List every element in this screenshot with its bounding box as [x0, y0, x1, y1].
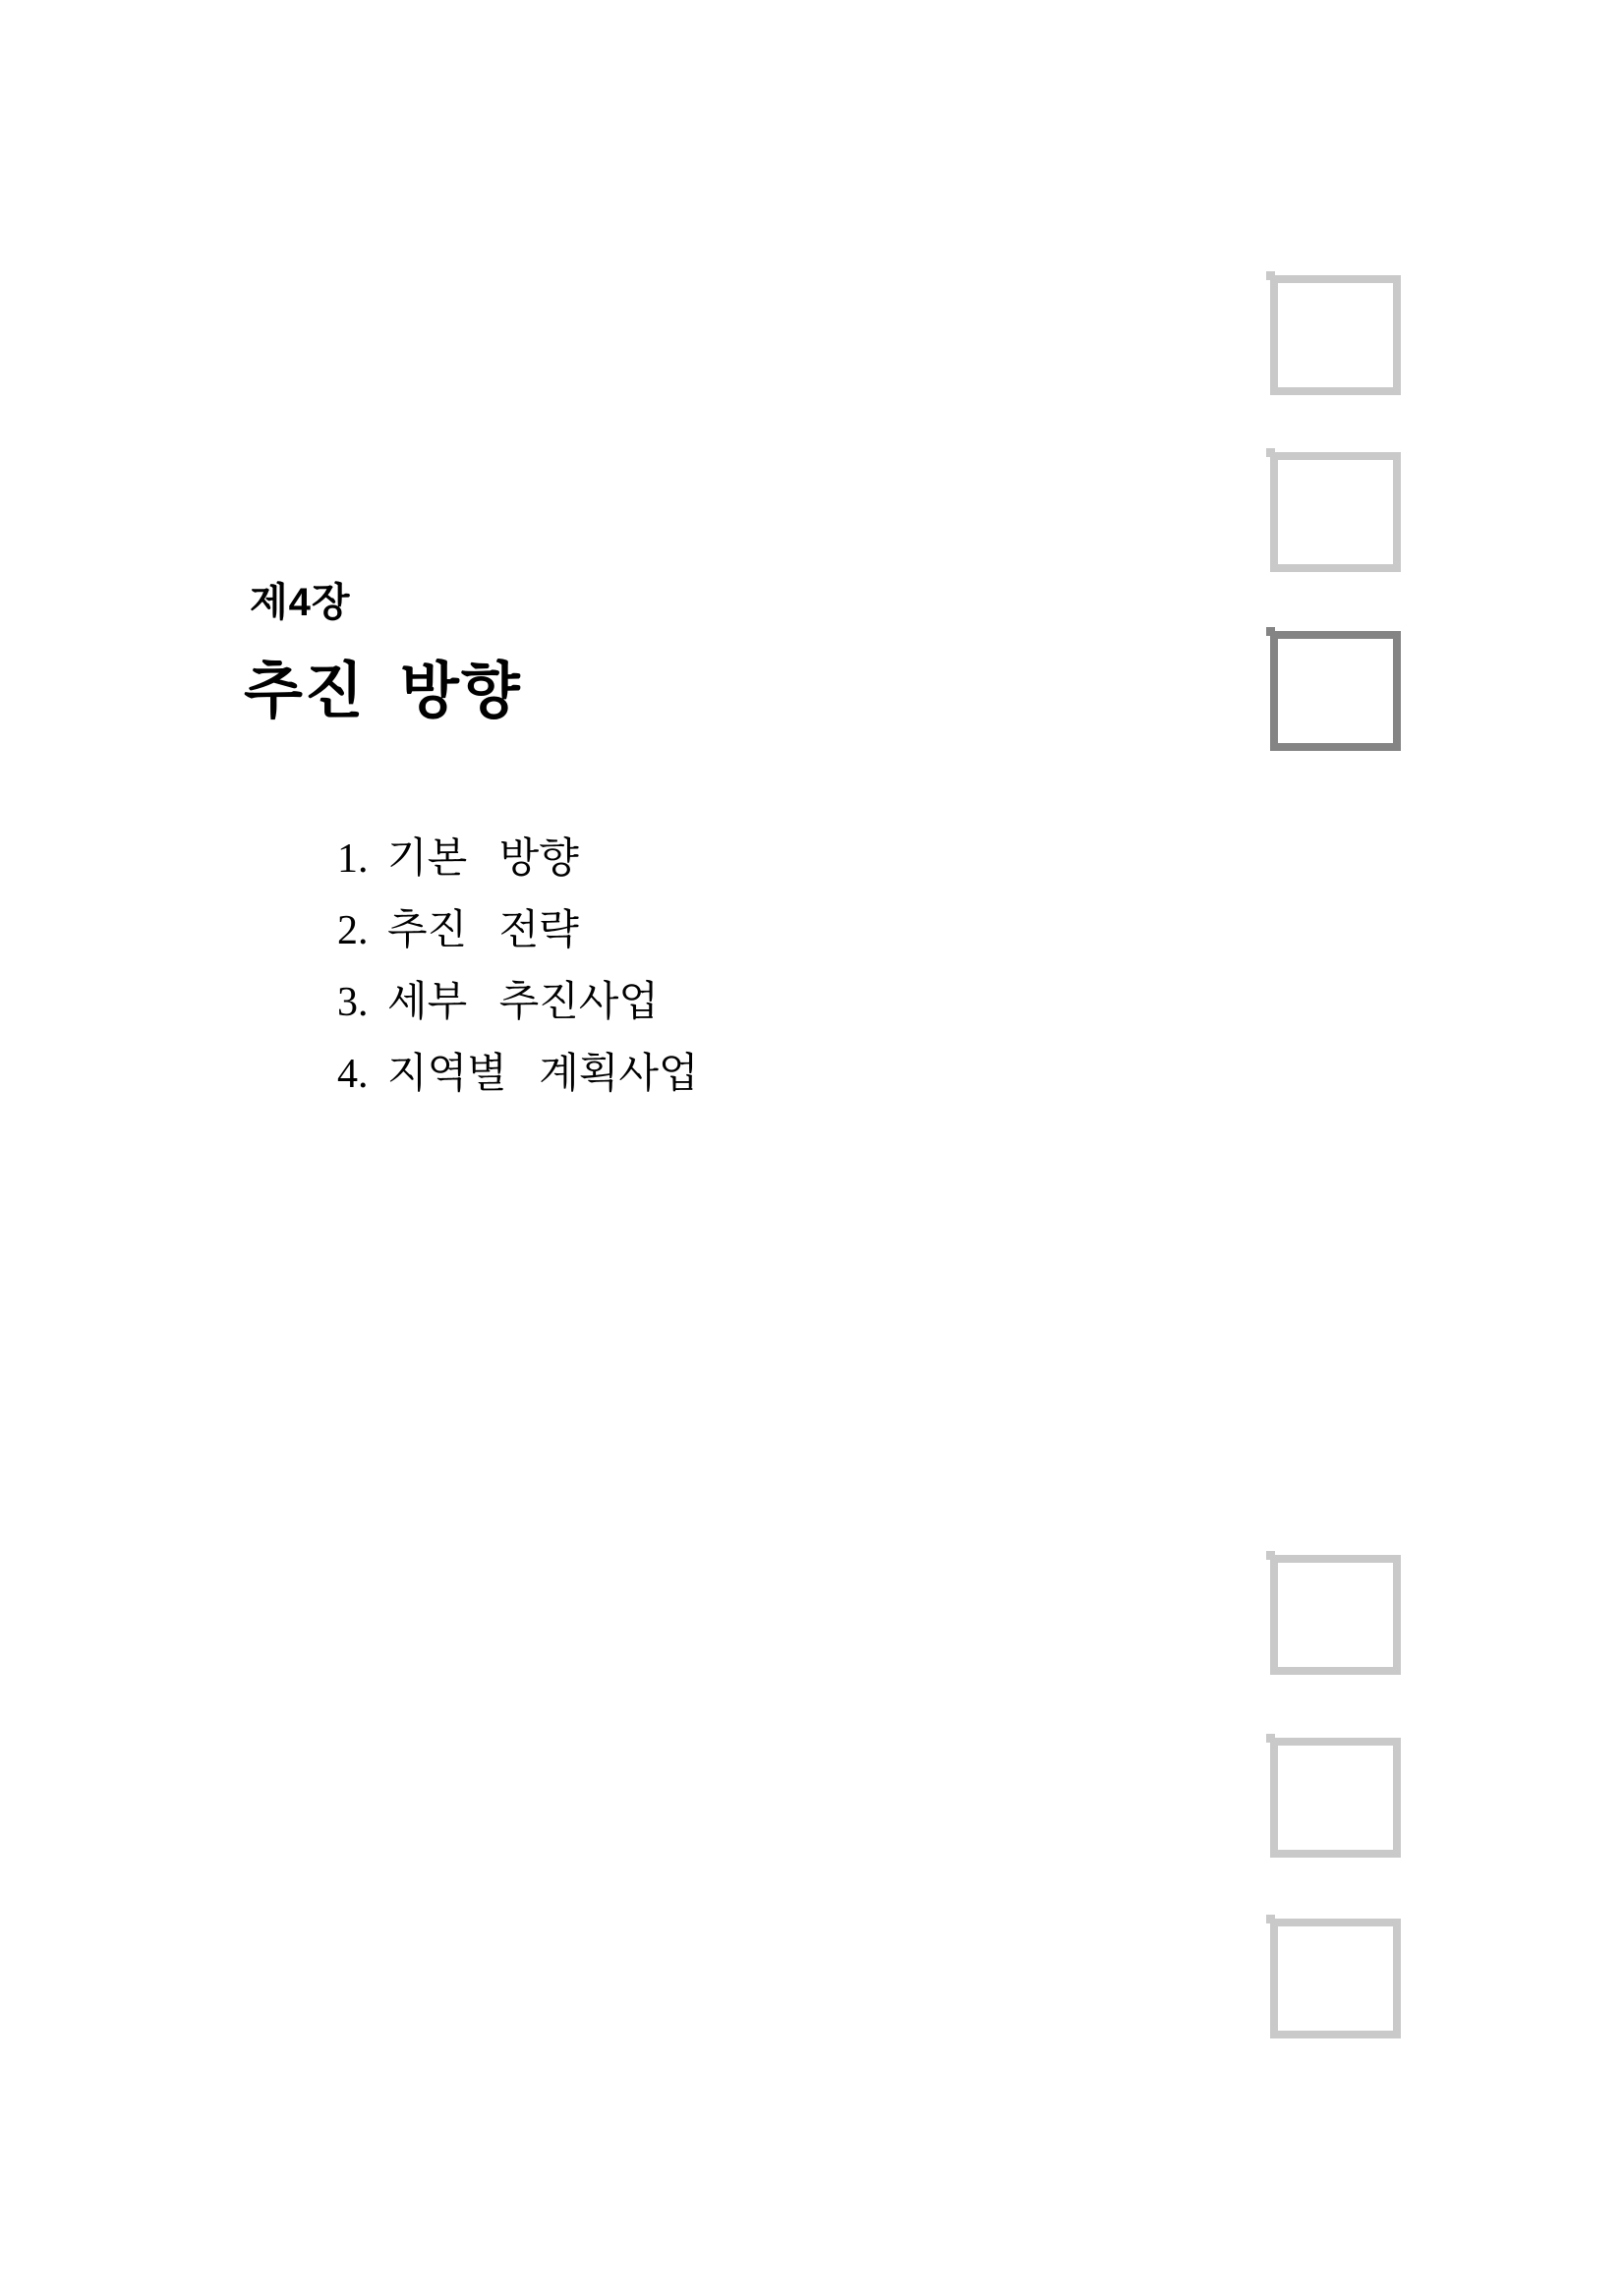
toc-item: [337, 967, 699, 1039]
decorative-square-3-highlighted: [1270, 631, 1401, 751]
decorative-square-2: [1270, 452, 1401, 572]
toc-item-number: 4.: [337, 1052, 369, 1097]
toc-item: [337, 1039, 699, 1111]
toc-item-label: 추진 전략: [387, 908, 579, 953]
page-title: 추진 방향: [244, 658, 522, 725]
toc-item: [337, 824, 699, 895]
toc-item-label: 지역별 계획사업: [387, 1052, 699, 1097]
decorative-square-1: [1270, 275, 1401, 395]
decorative-square-5: [1270, 1738, 1401, 1858]
toc-item: [337, 895, 699, 967]
toc-item-label: 세부 추진사업: [387, 980, 659, 1025]
toc-item-number: 1.: [337, 836, 369, 882]
decorative-square-4: [1270, 1555, 1401, 1675]
toc-item-number: 3.: [337, 980, 369, 1025]
chapter-label: 제4장: [250, 581, 351, 624]
decorative-square-6: [1270, 1919, 1401, 2038]
toc-item-label: 기본 방향: [387, 836, 579, 882]
toc-list: [337, 824, 699, 1111]
toc-item-number: 2.: [337, 908, 369, 953]
